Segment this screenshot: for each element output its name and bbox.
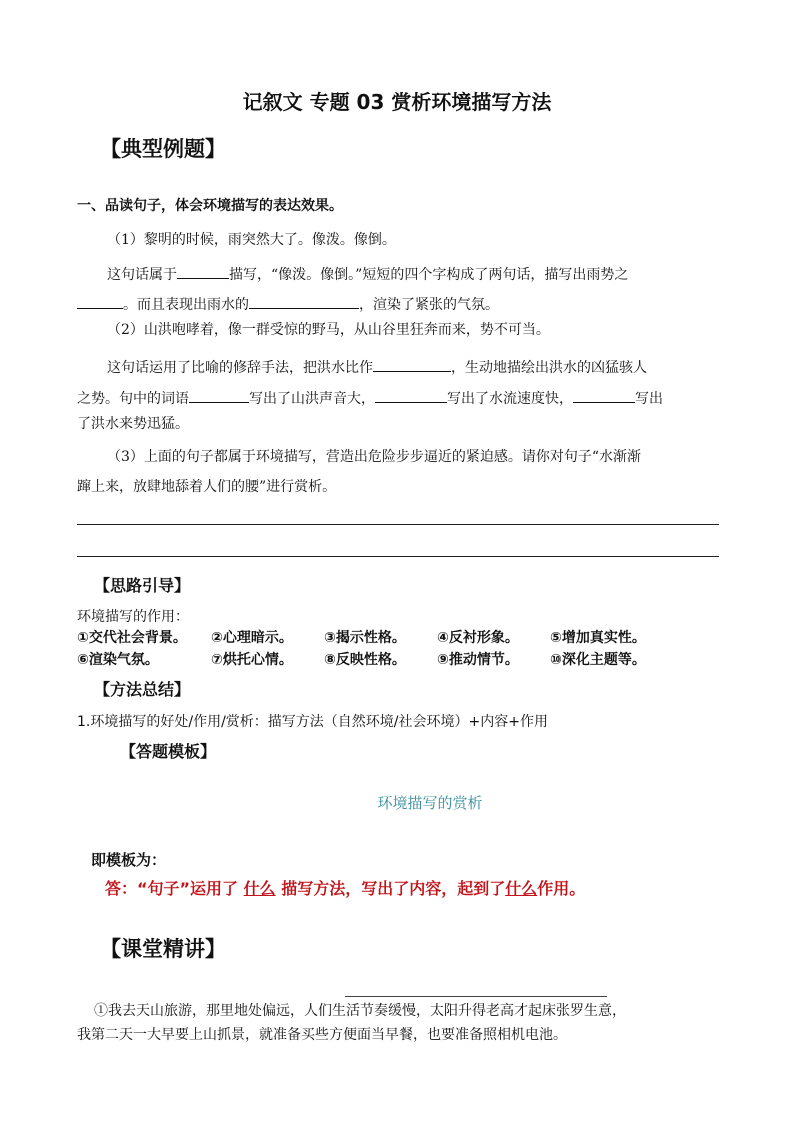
question-1: （1）黎明的时候，雨突然大了。像泼。像倒。 [107, 232, 396, 248]
answer-part-2: 描写方法，写出了内容，起到了 [275, 879, 506, 898]
lecture-line-2: 我第二天一大早要上山抓景，就准备买些方便面当早餐，也要准备照相机电池。 [77, 1027, 567, 1043]
blank-q1-type[interactable] [177, 263, 229, 279]
q2-answer-line-3: 了洪水来势迅猛。 [77, 416, 189, 432]
function-3: ③揭示性格。 [324, 630, 406, 646]
function-4: ④反衬形象。 [437, 630, 519, 646]
q1-text-c: 。而且表现出雨水的 [123, 297, 249, 313]
q1-text-d: ，渲染了紧张的气氛。 [359, 297, 499, 313]
q1-answer-line-2 [77, 293, 499, 312]
blank-q2-word1[interactable] [189, 387, 249, 403]
question-heading: 一、品读句子，体会环境描写的表达效果。 [77, 198, 343, 214]
q1-answer-line-1 [107, 263, 628, 282]
template-label: 即模板为： [91, 851, 167, 869]
function-9: ⑨推动情节。 [437, 652, 519, 668]
function-2: ②心理暗示。 [211, 630, 293, 646]
answer-blank-1: 什么 [243, 879, 276, 898]
answer-blank-2: 什么 [505, 879, 538, 898]
answer-line-1[interactable] [77, 524, 719, 525]
functions-label: 环境描写的作用： [77, 609, 189, 625]
q2-text-f: 写出 [635, 391, 663, 407]
method-text: 1.环境描写的好处/作用/赏析：描写方法（自然环境/社会环境）+内容+作用 [77, 714, 548, 730]
question-3-line-2: 蹿上来，放肆地舔着人们的腰”进行赏析。 [77, 479, 337, 495]
q2-text-e: 写出了水流速度快， [447, 391, 573, 407]
section-typical-examples: 【典型例题】 [100, 137, 226, 161]
q2-answer-line-2 [77, 387, 663, 406]
blank-q1-rain[interactable] [77, 293, 123, 309]
section-template: 【答题模板】 [120, 742, 217, 761]
question-2: （2）山洪咆哮着，像一群受惊的野马，从山谷里狂奔而来，势不可当。 [107, 322, 550, 338]
q1-text-a: 这句话属于 [107, 267, 177, 283]
function-8: ⑧反映性格。 [324, 652, 406, 668]
blank-q2-word3[interactable] [573, 387, 635, 403]
q2-text-b: ，生动地描绘出洪水的凶猛骇人 [451, 360, 647, 376]
decorative-rule [345, 996, 607, 997]
function-1: ①交代社会背景。 [77, 630, 187, 646]
answer-line-2[interactable] [77, 556, 719, 557]
q1-text-b: 描写，“像泼。像倒。”短短的四个字构成了两句话，描写出雨势之 [229, 267, 629, 283]
q2-text-a: 这句话运用了比喻的修辞手法，把洪水比作 [107, 360, 373, 376]
template-title: 环境描写的赏析 [377, 794, 483, 812]
section-method: 【方法总结】 [94, 680, 191, 699]
section-thinking: 【思路引导】 [94, 576, 191, 595]
answer-template [105, 876, 585, 899]
section-lecture: 【课堂精讲】 [100, 937, 226, 961]
q2-answer-line-1 [107, 356, 647, 375]
function-10: ⑩深化主题等。 [550, 652, 646, 668]
q2-text-c: 之势。句中的词语 [77, 391, 189, 407]
question-3-line-1: （3）上面的句子都属于环境描写，营造出危险步步逼近的紧迫感。请你对句子“水渐渐 [107, 449, 642, 465]
page-title: 记叙文 专题 03 赏析环境描写方法 [242, 90, 552, 114]
function-6: ⑥渲染气氛。 [77, 652, 159, 668]
function-7: ⑦烘托心情。 [211, 652, 293, 668]
q2-text-d: 写出了山洪声音大， [249, 391, 375, 407]
answer-part-1: 答：“句子”运用了 [105, 879, 244, 898]
blank-q2-word2[interactable] [375, 387, 447, 403]
answer-part-3: 作用。 [537, 879, 586, 898]
function-5: ⑤增加真实性。 [550, 630, 646, 646]
blank-q2-metaphor[interactable] [373, 356, 451, 372]
lecture-line-1: ①我去天山旅游，那里地处偏远，人们生活节奏缓慢，太阳升得老高才起床张罗生意， [94, 1003, 626, 1019]
blank-q1-water[interactable] [249, 293, 359, 309]
